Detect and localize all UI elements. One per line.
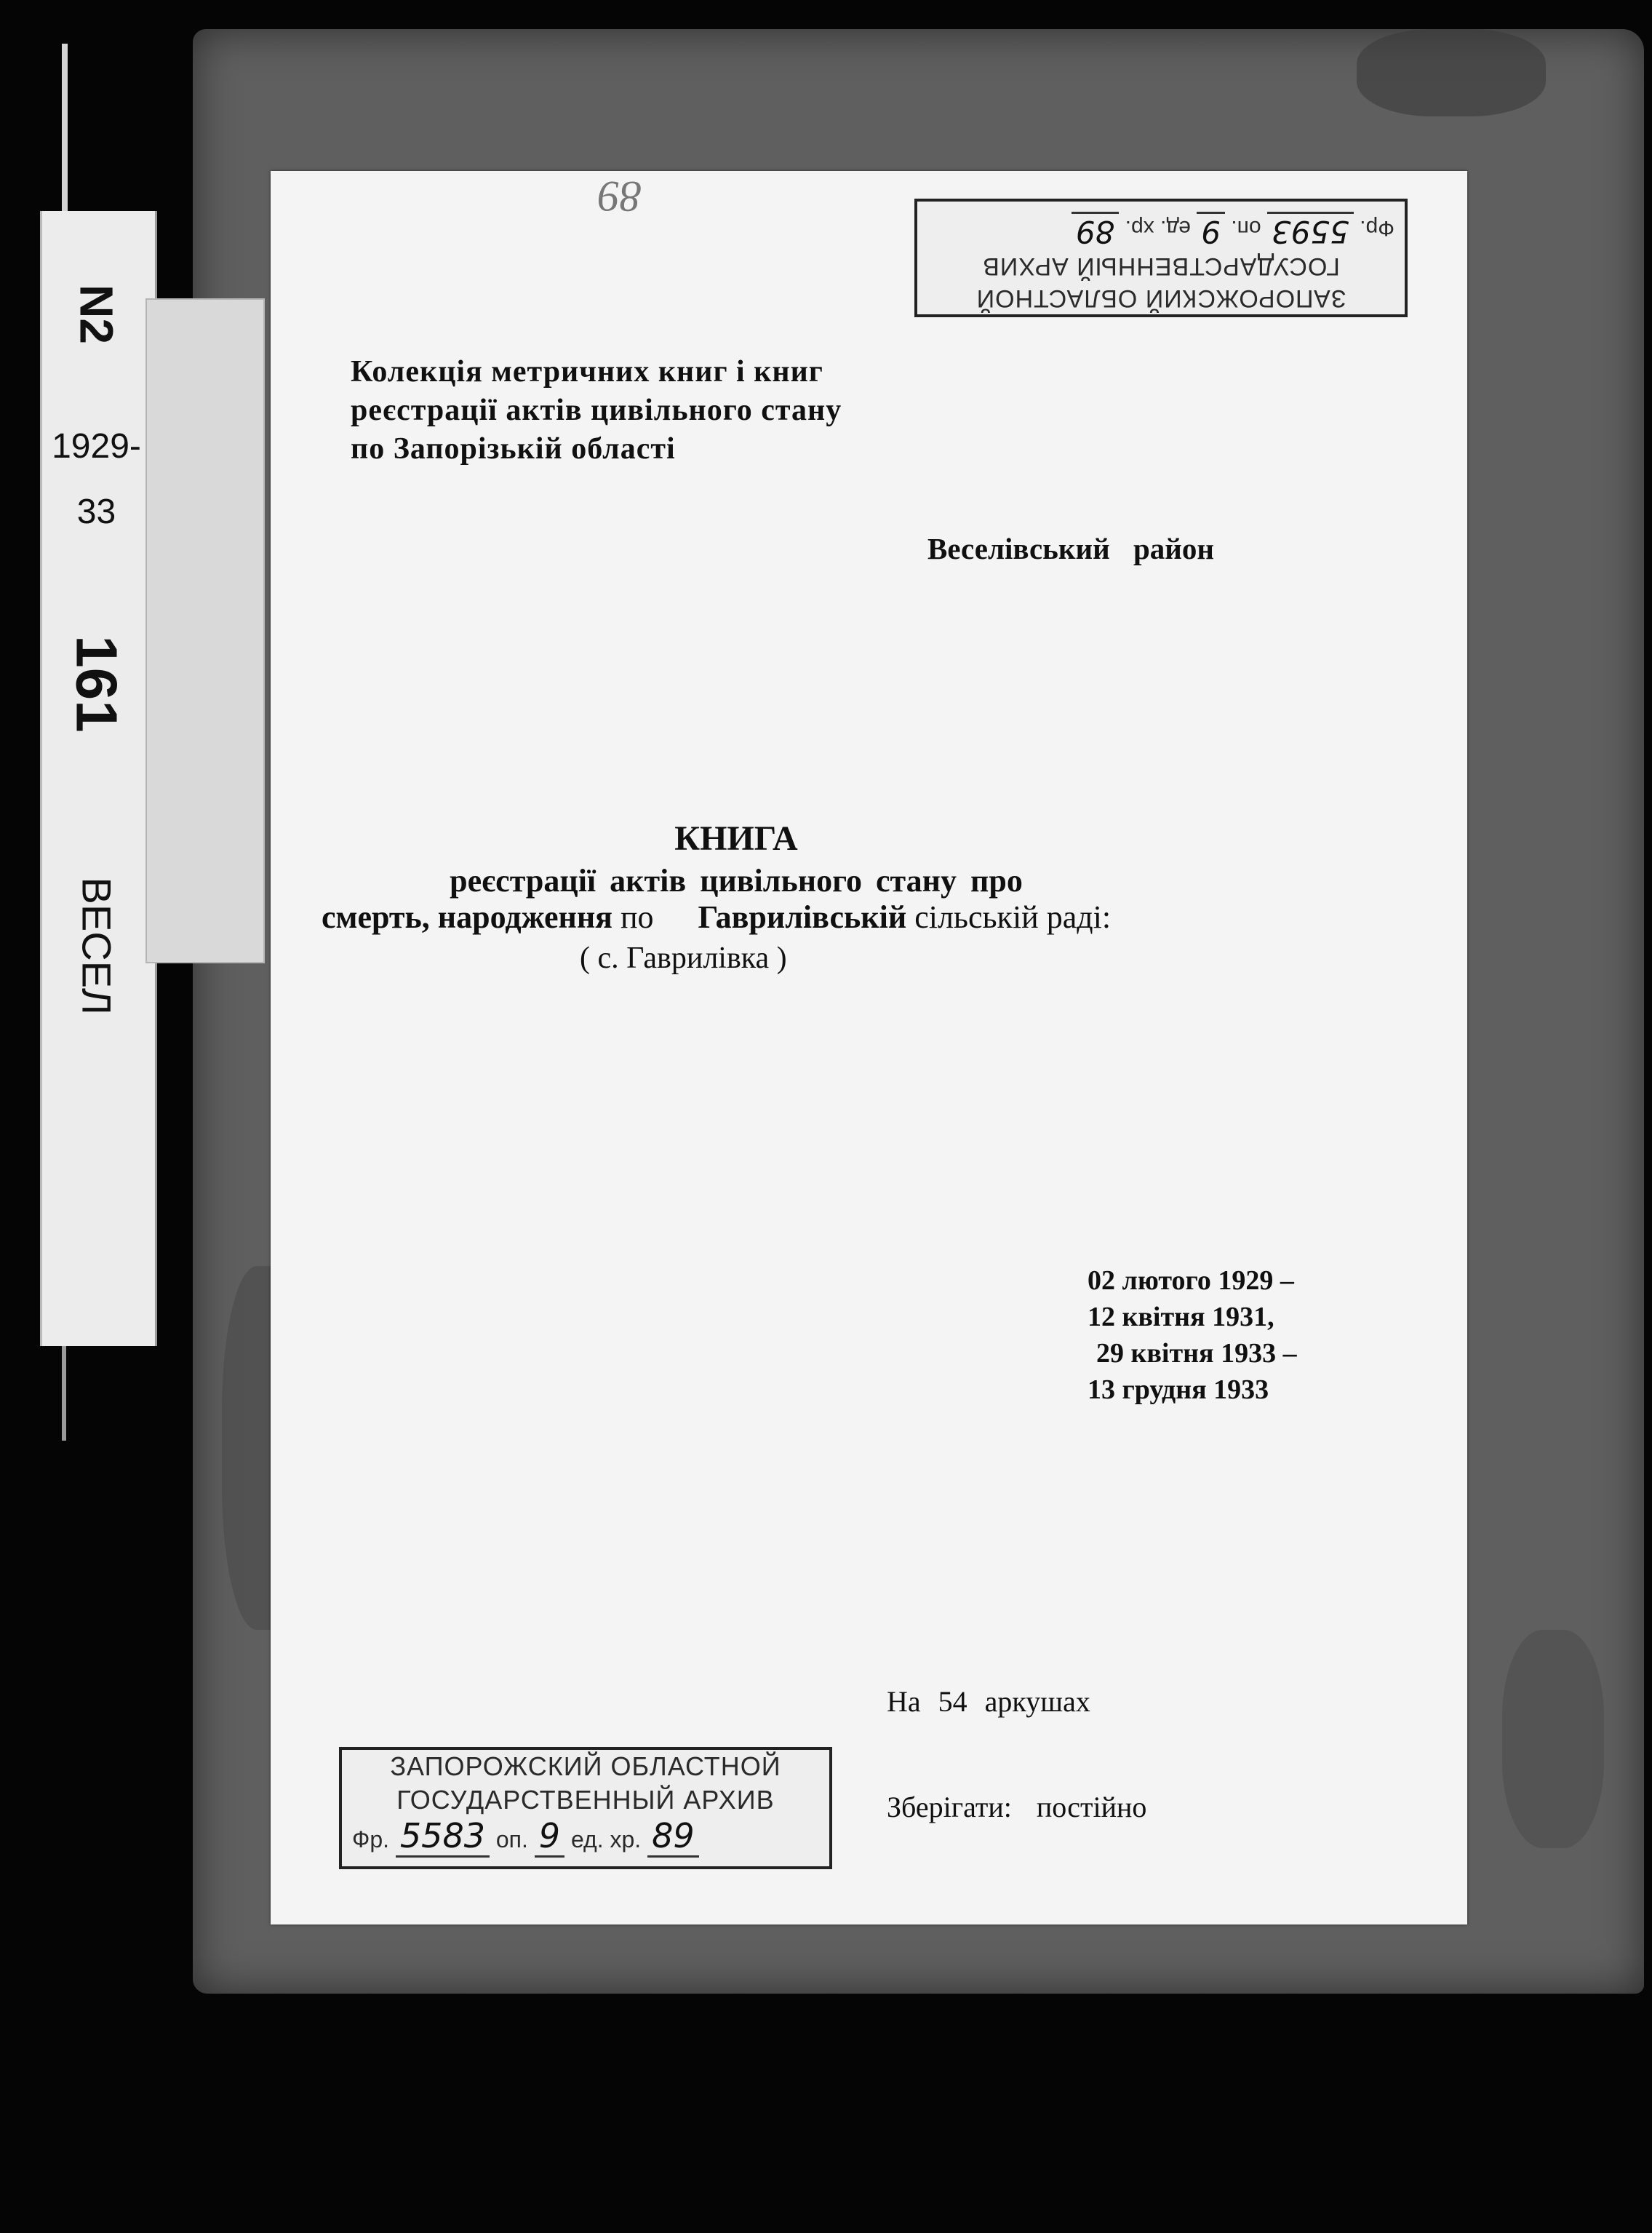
folder-spine: [40, 211, 157, 1346]
date-range: [1088, 1262, 1297, 1408]
stamp-item-value: 89: [647, 1816, 699, 1858]
collection-line: Колекція метричних книг і книг: [351, 355, 823, 389]
village-council-name: Гаврилівській: [698, 899, 907, 935]
stamp-opis-label: оп.: [495, 1826, 528, 1852]
book-title: КНИГА: [674, 819, 798, 858]
village-name: ( с. Гаврилівка ): [580, 942, 787, 975]
stamp-fond-label: Фр.: [352, 1826, 390, 1852]
spine-number: 161: [64, 635, 129, 733]
board-stain: [1502, 1630, 1604, 1848]
stamp-fond-value: 5593: [1267, 212, 1354, 250]
book-subtitle: реєстрації актів цивільного стану про: [450, 863, 1023, 899]
spine-name: ВЕСЕЛ: [73, 877, 120, 1015]
stamp-item-value: 89: [1072, 212, 1119, 250]
stamp-opis-value: 9: [1197, 212, 1225, 250]
spine-label-top: N2: [70, 284, 123, 344]
collection-line: реєстрації актів цивільного стану: [351, 394, 842, 427]
date-line: 02 лютого 1929 –: [1088, 1265, 1294, 1296]
collection-line: по Запорізькій області: [351, 432, 676, 466]
stamp-archive-line2: ГОСУДАРСТВЕННЫЙ АРХИВ: [396, 1785, 775, 1815]
stamp-fond-label: Фр.: [1360, 216, 1394, 240]
stamp-fond-value: 5583: [396, 1816, 490, 1858]
spine-tape: [145, 298, 265, 963]
archive-stamp-bottom: [339, 1747, 832, 1869]
stamp-item-label: ед. хр.: [570, 1826, 642, 1852]
stamp-opis-label: оп.: [1231, 216, 1261, 240]
spine-years-start: 1929-: [52, 427, 141, 466]
preposition: по: [620, 899, 654, 935]
book-description-line: [322, 899, 1111, 936]
binding-thread: [62, 44, 68, 218]
handwritten-page-number: 89: [598, 172, 642, 220]
date-line: 29 квітня 1933 –: [1096, 1338, 1297, 1369]
stamp-archive-line1: ЗАПОРОЖСКИЙ ОБЛАСТНОЙ: [975, 284, 1346, 312]
village-council-suffix: сільській раді:: [914, 899, 1112, 935]
archive-stamp-top: [914, 199, 1408, 317]
stamp-opis-value: 9: [535, 1816, 564, 1858]
document-cover-sheet: [271, 171, 1467, 1924]
stamp-archive-line1: ЗАПОРОЖСКИЙ ОБЛАСТНОЙ: [390, 1751, 781, 1781]
stamp-archive-line2: ГОСУДАРСТВЕННЫЙ АРХИВ: [982, 252, 1340, 280]
district-label: Веселівський район: [927, 532, 1215, 565]
stamp-reference-line: [342, 1817, 829, 1858]
date-line: 12 квітня 1931,: [1088, 1302, 1274, 1332]
binding-thread: [62, 1346, 66, 1441]
record-types: смерть, народження: [322, 899, 612, 935]
sheets-count: На 54 аркушах: [887, 1685, 1090, 1718]
date-line: 13 грудня 1933: [1088, 1374, 1269, 1405]
retention-period: Зберігати: постійно: [887, 1791, 1147, 1823]
stamp-reference-line: [917, 209, 1405, 250]
spine-years-end: 33: [76, 493, 116, 531]
collection-heading: [351, 353, 842, 469]
stamp-item-label: ед. хр.: [1125, 216, 1191, 240]
board-stain: [1357, 29, 1546, 116]
